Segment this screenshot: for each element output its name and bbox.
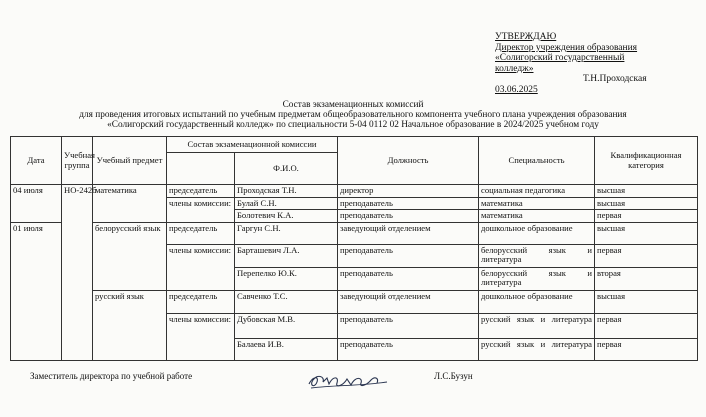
cell-role: члены комиссии:: [167, 197, 235, 222]
commission-table: [10, 136, 698, 361]
cell-category: высшая: [595, 185, 698, 198]
cell-fio: Дубовская М.В.: [235, 313, 338, 338]
header-group: Учебная группа: [62, 137, 93, 185]
header-subject: Учебный предмет: [93, 137, 167, 185]
approval-heading: УТВЕРЖДАЮ: [495, 32, 557, 42]
cell-category: первая: [595, 313, 698, 338]
header-category: Квалификационная категория: [595, 137, 698, 185]
cell-role: председатель: [167, 185, 235, 198]
cell-category: высшая: [595, 222, 698, 244]
table-row: [11, 185, 698, 198]
cell-role: члены комиссии:: [167, 244, 235, 290]
cell-role: председатель: [167, 290, 235, 313]
cell-specialty: дошкольное образование: [479, 290, 595, 313]
cell-category: высшая: [595, 197, 698, 210]
approval-line-3: колледж»: [495, 63, 534, 74]
cell-position: преподаватель: [338, 210, 479, 223]
approval-date: 03.06.2025: [495, 84, 538, 95]
footer-name: Л.С.Бузун: [434, 371, 473, 381]
cell-date: 01 июля: [11, 222, 62, 360]
cell-specialty: математика: [479, 197, 595, 210]
signature-image: [305, 370, 391, 392]
title-line-1: Состав экзаменационных комиссий: [282, 100, 424, 110]
cell-specialty: белорусский язык и литература: [479, 244, 595, 267]
cell-category: вторая: [595, 267, 698, 290]
cell-fio: Гаргун С.Н.: [235, 222, 338, 244]
cell-position: преподаватель: [338, 197, 479, 210]
footer-label: Заместитель директора по учебной работе: [30, 371, 193, 381]
header-fio: Ф.И.О.: [235, 153, 338, 185]
header-role-blank: [167, 153, 235, 185]
cell-group: НО-242б: [62, 185, 93, 361]
cell-fio: Балаева И.В.: [235, 338, 338, 360]
cell-position: заведующий отделением: [338, 290, 479, 313]
header-specialty: Специальность: [479, 137, 595, 185]
approval-line-2: «Солигорский государственный: [495, 53, 625, 64]
cell-role: члены комиссии:: [167, 313, 235, 360]
approval-signer: Т.Н.Проходская: [583, 74, 647, 85]
cell-date: 04 июля: [11, 185, 62, 223]
header-commission: Состав экзаменационной комиссии: [167, 137, 338, 153]
cell-position: заведующий отделением: [338, 222, 479, 244]
cell-position: преподаватель: [338, 267, 479, 290]
cell-specialty: русский язык и литература: [479, 313, 595, 338]
approval-line-1: Директор учреждения образования: [495, 42, 638, 53]
cell-subject: русский язык: [93, 290, 167, 360]
cell-fio: Барташевич Л.А.: [235, 244, 338, 267]
cell-specialty: русский язык и литература: [479, 338, 595, 360]
title-line-2: для проведения итоговых испытаний по учебным предметам общеобразовательного компонента учебного плана учреждения образования: [79, 110, 627, 120]
cell-category: первая: [595, 244, 698, 267]
cell-fio: Булай С.Н.: [235, 197, 338, 210]
table-row: [11, 290, 698, 313]
cell-specialty: математика: [479, 210, 595, 223]
cell-fio: Перепелко Ю.К.: [235, 267, 338, 290]
cell-fio: Болотевич К.А.: [235, 210, 338, 223]
table-header-row: [11, 137, 698, 153]
cell-category: первая: [595, 338, 698, 360]
table-row: [11, 222, 698, 244]
cell-specialty: белорусский язык и литература: [479, 267, 595, 290]
cell-fio: Савченко Т.С.: [235, 290, 338, 313]
approval-block: [495, 32, 695, 96]
cell-subject: математика: [93, 185, 167, 223]
header-position: Должность: [338, 137, 479, 185]
cell-position: преподаватель: [338, 338, 479, 360]
cell-category: высшая: [595, 290, 698, 313]
header-date: Дата: [11, 137, 62, 185]
cell-specialty: социальная педагогика: [479, 185, 595, 198]
cell-position: преподаватель: [338, 313, 479, 338]
cell-position: директор: [338, 185, 479, 198]
cell-specialty: дошкольное образование: [479, 222, 595, 244]
cell-fio: Проходская Т.Н.: [235, 185, 338, 198]
cell-role: председатель: [167, 222, 235, 244]
cell-subject: белорусский язык: [93, 222, 167, 290]
document-title: [0, 100, 706, 130]
cell-position: преподаватель: [338, 244, 479, 267]
cell-category: первая: [595, 210, 698, 223]
title-line-3: «Солигорский государственный колледж» по специальности 5-04 0112 02 Начальное образование в 2024/2025 учебном году: [107, 120, 599, 130]
